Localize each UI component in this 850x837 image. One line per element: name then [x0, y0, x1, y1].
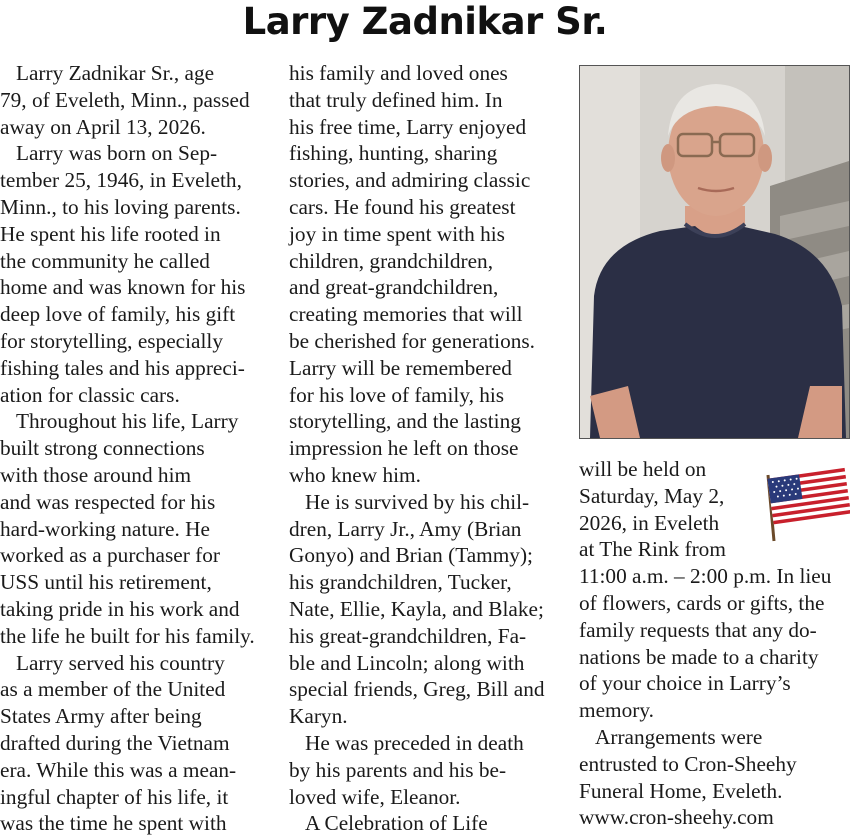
text-line: and great-grandchildren, [289, 275, 499, 300]
text-line: at The Rink from [579, 537, 726, 562]
text-line: will be held on [579, 457, 707, 481]
text-line: hard-working nature. He [0, 516, 210, 541]
text-line: deep love of family, his gift [0, 302, 236, 327]
text-line: storytelling, and the lasting [289, 409, 521, 434]
portrait-photo [579, 65, 850, 439]
text-line: He was preceded in death [289, 730, 524, 755]
text-line: his free time, Larry enjoyed [289, 114, 527, 139]
text-line: www.cron-sheehy.com [579, 805, 774, 830]
text-line: 79, of Eveleth, Minn., passed [0, 87, 250, 112]
text-line: memory. [579, 698, 654, 723]
text-line: tember 25, 1946, in Eveleth, [0, 168, 242, 193]
column-1 [0, 60, 275, 837]
text-line: Larry served his country [0, 650, 225, 675]
text-line: cars. He found his greatest [289, 194, 516, 219]
text-line: 2026, in Eveleth [579, 510, 720, 535]
text-line: creating memories that will [289, 302, 523, 327]
text-line: He spent his life rooted in [0, 221, 221, 246]
text-line: Arrangements were [579, 724, 763, 749]
text-line: joy in time spent with his [289, 221, 505, 246]
text-line: nations be made to a charity [579, 644, 819, 669]
obituary-title: Larry Zadnikar Sr. [242, 0, 608, 43]
text-line: with those around him [0, 462, 192, 487]
text-line: fishing, hunting, sharing [289, 141, 498, 166]
text-line: era. While this was a mean- [0, 757, 237, 782]
text-line: worked as a purchaser for [0, 543, 220, 568]
text-line: Larry was born on Sep- [0, 141, 218, 166]
text-line: be cherished for generations. [289, 328, 535, 353]
text-line: of your choice in Larry’s [579, 671, 791, 696]
portrait-illustration [580, 66, 849, 438]
text-line: for storytelling, especially [0, 328, 223, 353]
text-line: impression he left on those [289, 436, 519, 461]
text-line: and was respected for his [0, 489, 216, 514]
text-line: entrusted to Cron-Sheehy [579, 751, 797, 776]
text-line: He is survived by his chil- [289, 489, 530, 514]
text-line: who knew him. [289, 462, 421, 487]
text-line: USS until his retirement, [0, 570, 212, 595]
text-line: ble and Lincoln; along with [289, 650, 525, 675]
text-line: A Celebration of Life [289, 811, 488, 836]
text-line: States Army after being [0, 704, 202, 729]
text-line: ation for classic cars. [0, 382, 180, 407]
text-line: that truly defined him. In [289, 87, 503, 112]
text-line: built strong connections [0, 436, 205, 461]
text-line: Saturday, May 2, [579, 483, 725, 508]
text-line: for his love of family, his [289, 382, 505, 407]
text-line: Funeral Home, Eveleth. [579, 778, 783, 803]
text-line: the community he called [0, 248, 210, 273]
text-line: the life he built for his family. [0, 623, 255, 648]
text-line: stories, and admiring classic [289, 168, 531, 193]
text-line: Larry will be remembered [289, 355, 512, 380]
text-line: his great-grandchildren, Fa- [289, 623, 527, 648]
text-line: his family and loved ones [289, 61, 508, 85]
text-line: ingful chapter of his life, it [0, 784, 229, 809]
text-line: Karyn. [289, 704, 348, 729]
text-line: Nate, Ellie, Kayla, and Blake; [289, 596, 544, 621]
text-line: loved wife, Eleanor. [289, 784, 461, 809]
text-line: drafted during the Vietnam [0, 730, 230, 755]
text-line: by his parents and his be- [289, 757, 507, 782]
text-line: 11:00 a.m. – 2:00 p.m. In lieu [579, 564, 832, 589]
text-line: his grandchildren, Tucker, [289, 570, 512, 595]
text-line: as a member of the United [0, 677, 226, 702]
text-line: taking pride in his work and [0, 596, 240, 621]
american-flag-icon [760, 465, 850, 543]
text-line: Gonyo) and Brian (Tammy); [289, 543, 533, 568]
text-line: Larry Zadnikar Sr., age [0, 61, 215, 85]
text-line: was the time he spent with [0, 811, 227, 836]
text-line: home and was known for his [0, 275, 246, 300]
text-line: dren, Larry Jr., Amy (Brian [289, 516, 522, 541]
text-line: Minn., to his loving parents. [0, 194, 241, 219]
text-line: children, grandchildren, [289, 248, 494, 273]
column-2 [289, 60, 569, 837]
text-line: special friends, Greg, Bill and [289, 677, 545, 702]
text-line: family requests that any do- [579, 617, 817, 642]
text-line: away on April 13, 2026. [0, 114, 206, 139]
text-line: fishing tales and his appreci- [0, 355, 245, 380]
text-line: Throughout his life, Larry [0, 409, 239, 434]
text-line: of flowers, cards or gifts, the [579, 590, 825, 615]
